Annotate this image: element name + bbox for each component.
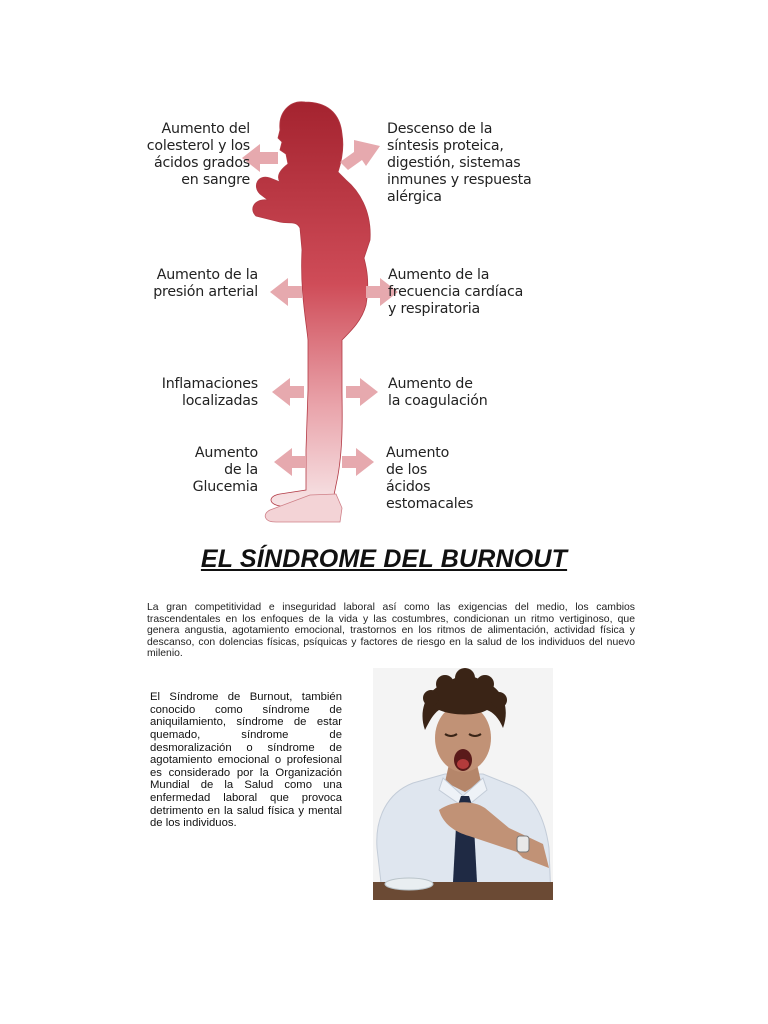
wristwatch	[517, 836, 529, 852]
cup	[385, 878, 433, 890]
arrow-coagulation	[346, 378, 378, 406]
definition-paragraph: El Síndrome de Burnout, también conocido como síndrome de aniquilamiento, síndrome de estar quemado, síndrome de desmoralización o síndrome de agotamiento emocional o profesional es considerado por la Organización Mundial de la Salud como una enfermedad laboral que provoca detrimento en la salud física y mental de los individuos.	[150, 691, 342, 830]
arrow-glucose	[274, 448, 306, 476]
label-stomach-acid: Aumento de los ácidos estomacales	[386, 445, 474, 512]
yawning-man-illustration	[373, 668, 553, 900]
label-glucose: Aumento de la Glucemia	[192, 445, 258, 495]
yawning-man-photo	[373, 668, 553, 900]
arrow-blood-pressure	[270, 278, 302, 306]
arrow-protein-synthesis	[340, 140, 380, 170]
arrow-stomach-acid	[342, 448, 374, 476]
arrow-inflammation	[272, 378, 304, 406]
intro-paragraph: La gran competitividad e inseguridad laboral así como las exigencias del medio, los cambios trascendentales en los enfoques de la vida y las costumbres, condicionan un ritmo vertiginoso, que genera angustia, agotamiento emocional, trastornos en los ritmos de alimentación, actividad física y descanso, con dolencias físicas, psíquicas y factores de riesgo en la salud de los individuos del nuevo milenio.	[147, 602, 635, 660]
document-title: EL SÍNDROME DEL BURNOUT	[200, 545, 568, 573]
label-heart-rate: Aumento de la frecuencia cardíaca y respiratoria	[388, 267, 524, 317]
body-effects-infographic	[130, 90, 550, 540]
label-inflammation: Inflamaciones localizadas	[161, 376, 258, 409]
label-cholesterol: Aumento del colesterol y los ácidos grados en sangre	[146, 121, 250, 188]
label-protein-synthesis: Descenso de la síntesis proteica, digestión, sistemas inmunes y respuesta alérgica	[387, 121, 532, 205]
label-blood-pressure: Aumento de la presión arterial	[153, 267, 258, 300]
label-coagulation: Aumento de la coagulación	[388, 376, 488, 409]
